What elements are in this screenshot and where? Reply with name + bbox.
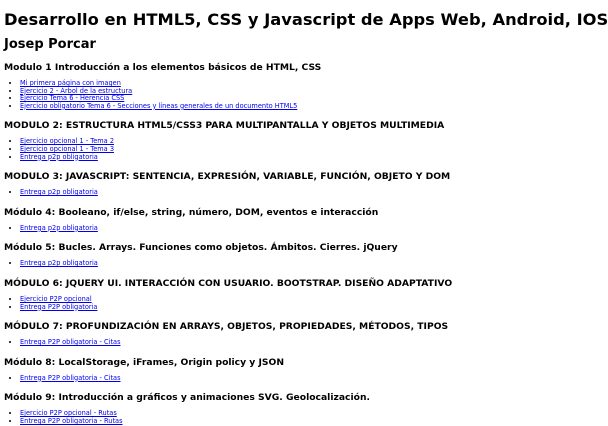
exercise-link[interactable]: Entrega P2P obligatoria (20, 302, 98, 311)
module-heading: Módulo 4: Booleano, if/else, string, número, DOM, eventos e interacción (4, 206, 379, 218)
list-item (20, 375, 536, 383)
module-link-list (4, 410, 536, 425)
exercise-link[interactable]: Ejercicio Tema 6 - Herencia CSS (20, 94, 125, 103)
module-link-list (4, 296, 536, 311)
list-item (20, 260, 536, 268)
exercise-link[interactable]: Ejercicio opcional 1 - Tema 2 (20, 137, 115, 146)
exercise-link[interactable]: Entrega P2P obligatoria - Citas (20, 373, 121, 382)
list-item (20, 339, 536, 347)
module-heading: MODULO 3: JAVASCRIPT: SENTENCIA, EXPRESIÓN, VARIABLE, FUNCIÓN, OBJETO Y DOM (4, 171, 451, 183)
exercise-link[interactable]: Ejercicio opcional 1 - Tema 3 (20, 144, 115, 153)
module-heading: MÓDULO 7: PROFUNDIZACIÓN EN ARRAYS, OBJETOS, PROPIEDADES, MÉTODOS, TIPOS (4, 321, 449, 333)
module-link-list (4, 80, 536, 110)
list-item (20, 418, 536, 426)
exercise-link[interactable]: Entrega p2p obligatoria (20, 259, 98, 268)
list-item (20, 225, 536, 233)
module-section-6 (4, 277, 536, 311)
author-name: Josep Porcar (4, 37, 96, 52)
module-heading: Módulo 9: Introducción a gráficos y animaciones SVG. Geolocalización. (4, 392, 370, 404)
list-item (20, 103, 536, 111)
module-heading: Modulo 1 Introducción a los elementos básicos de HTML, CSS (4, 62, 322, 73)
module-heading: MÓDULO 6: JQUERY UI. INTERACCIÓN CON USUARIO. BOOTSTRAP. DISEÑO ADAPTATIVO (4, 277, 453, 289)
module-link-list (4, 225, 536, 233)
exercise-link[interactable]: Entrega P2P obligatoria - Citas (20, 338, 121, 347)
exercise-link[interactable]: Ejercicio obligatorio Tema 6 - Secciones y líneas generales de un documento HTML5 (20, 101, 298, 110)
module-link-list (4, 189, 536, 197)
list-item (20, 154, 536, 162)
module-link-list (4, 138, 536, 161)
module-section-9 (4, 391, 536, 425)
exercise-link[interactable]: Entrega p2p obligatoria (20, 152, 98, 161)
module-section-2 (4, 119, 536, 161)
exercise-link[interactable]: Ejercicio P2P opcional (20, 294, 92, 303)
module-section-8 (4, 356, 536, 383)
module-section-7 (4, 320, 536, 347)
list-item (20, 304, 536, 312)
module-section-4 (4, 206, 536, 233)
exercise-link[interactable]: Mi primera página con imagen (20, 79, 121, 87)
module-link-list (4, 375, 536, 383)
module-heading: Módulo 5: Bucles. Arrays. Funciones como objetos. Ámbitos. Cierres. jQuery (4, 242, 398, 254)
module-list (4, 61, 536, 426)
exercise-link[interactable]: Entrega P2P obligatoria - Rutas (20, 416, 123, 425)
exercise-link[interactable]: Entrega p2p obligatoria (20, 188, 98, 197)
module-section-1 (4, 61, 536, 110)
module-heading: Módulo 8: LocalStorage, iFrames, Origin policy y JSON (4, 356, 285, 368)
exercise-link[interactable]: Ejercicio P2P opcional - Rutas (20, 409, 117, 418)
module-heading: MODULO 2: ESTRUCTURA HTML5/CSS3 PARA MULTIPANTALLA Y OBJETOS MULTIMEDIA (4, 120, 445, 132)
exercise-link[interactable]: Entrega p2p obligatoria (20, 223, 98, 232)
module-section-5 (4, 241, 536, 268)
module-link-list (4, 339, 536, 347)
page-title: Desarrollo en HTML5, CSS y Javascript de Apps Web, Android, IOS (4, 10, 608, 29)
exercise-link[interactable]: Ejercicio 2 - Árbol de la estructura (20, 86, 133, 95)
list-item (20, 189, 536, 197)
module-section-3 (4, 170, 536, 197)
module-link-list (4, 260, 536, 268)
